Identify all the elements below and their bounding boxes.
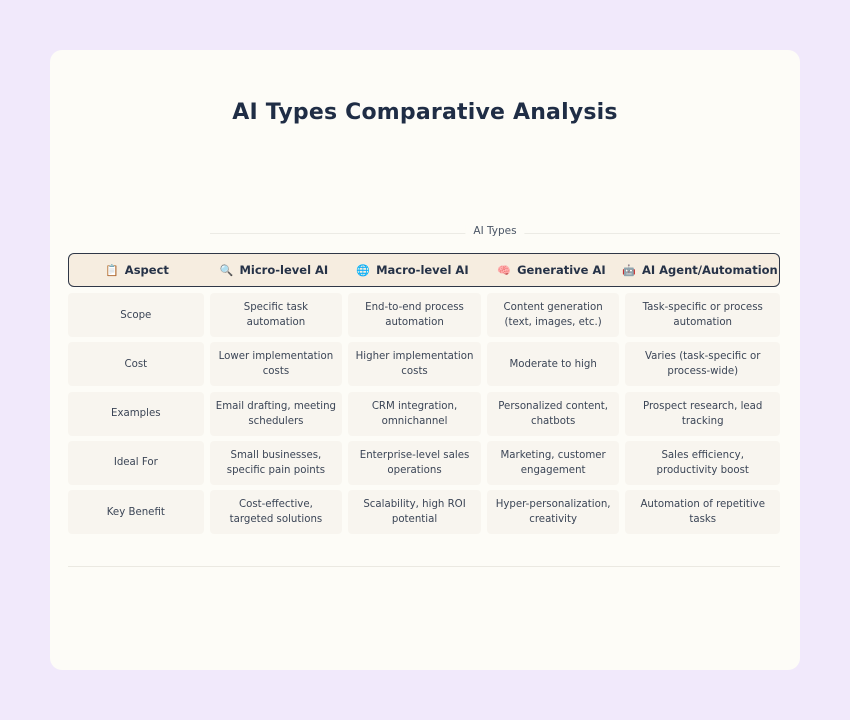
table-cell: Personalized content, chatbots bbox=[487, 392, 620, 436]
row-label: Ideal For bbox=[68, 441, 204, 485]
table-cell: Prospect research, lead tracking bbox=[625, 392, 780, 436]
group-label: AI Types bbox=[465, 225, 524, 237]
row-label: Scope bbox=[68, 293, 204, 337]
table-card bbox=[50, 50, 800, 670]
table-cell: Higher implementation costs bbox=[348, 342, 481, 386]
table-cell: Enterprise-level sales operations bbox=[348, 441, 481, 485]
table-body bbox=[68, 293, 780, 539]
globe-icon: 🌐 bbox=[356, 263, 371, 277]
table-cell: Moderate to high bbox=[487, 342, 620, 386]
table-cell: Hyper-personalization, creativity bbox=[487, 490, 620, 534]
table-header bbox=[68, 253, 780, 287]
table-cell: Content generation (text, images, etc.) bbox=[487, 293, 620, 337]
robot-icon: 🤖 bbox=[622, 263, 636, 277]
header-micro-ai bbox=[205, 254, 343, 286]
header-label: Aspect bbox=[124, 263, 169, 277]
header-ai-agent bbox=[621, 254, 779, 286]
table-row bbox=[68, 490, 780, 534]
header-label: Generative AI bbox=[517, 263, 606, 277]
header-label: Macro-level AI bbox=[376, 263, 469, 277]
table-cell: Varies (task-specific or process-wide) bbox=[625, 342, 780, 386]
table-row bbox=[68, 392, 780, 436]
footer-divider bbox=[68, 566, 780, 567]
table-cell: End-to-end process automation bbox=[348, 293, 481, 337]
header-macro-ai bbox=[343, 254, 482, 286]
table-cell: CRM integration, omnichannel bbox=[348, 392, 481, 436]
table-cell: Small businesses, specific pain points bbox=[210, 441, 343, 485]
page-title: AI Types Comparative Analysis bbox=[232, 100, 618, 125]
table-cell: Lower implementation costs bbox=[210, 342, 343, 386]
header-generative-ai bbox=[482, 254, 621, 286]
clipboard-icon: 📋 bbox=[105, 263, 119, 277]
column-group bbox=[210, 225, 780, 241]
table-row bbox=[68, 293, 780, 337]
table-cell: Automation of repetitive tasks bbox=[625, 490, 780, 534]
header-label: AI Agent/Automation bbox=[641, 263, 778, 277]
table-cell: Cost-effective, targeted solutions bbox=[210, 490, 343, 534]
table-cell: Scalability, high ROI potential bbox=[348, 490, 481, 534]
table-cell: Marketing, customer engagement bbox=[487, 441, 620, 485]
table-cell: Task-specific or process automation bbox=[625, 293, 780, 337]
table-cell: Specific task automation bbox=[210, 293, 343, 337]
table-cell: Email drafting, meeting schedulers bbox=[210, 392, 343, 436]
row-label: Cost bbox=[68, 342, 204, 386]
table-row bbox=[68, 441, 780, 485]
magnifier-icon: 🔍 bbox=[219, 263, 234, 277]
row-label: Examples bbox=[68, 392, 204, 436]
header-aspect bbox=[69, 254, 205, 286]
row-label: Key Benefit bbox=[68, 490, 204, 534]
brain-icon: 🧠 bbox=[497, 263, 512, 277]
table-row bbox=[68, 342, 780, 386]
table-cell: Sales efficiency, productivity boost bbox=[625, 441, 780, 485]
header-label: Micro-level AI bbox=[239, 263, 329, 277]
